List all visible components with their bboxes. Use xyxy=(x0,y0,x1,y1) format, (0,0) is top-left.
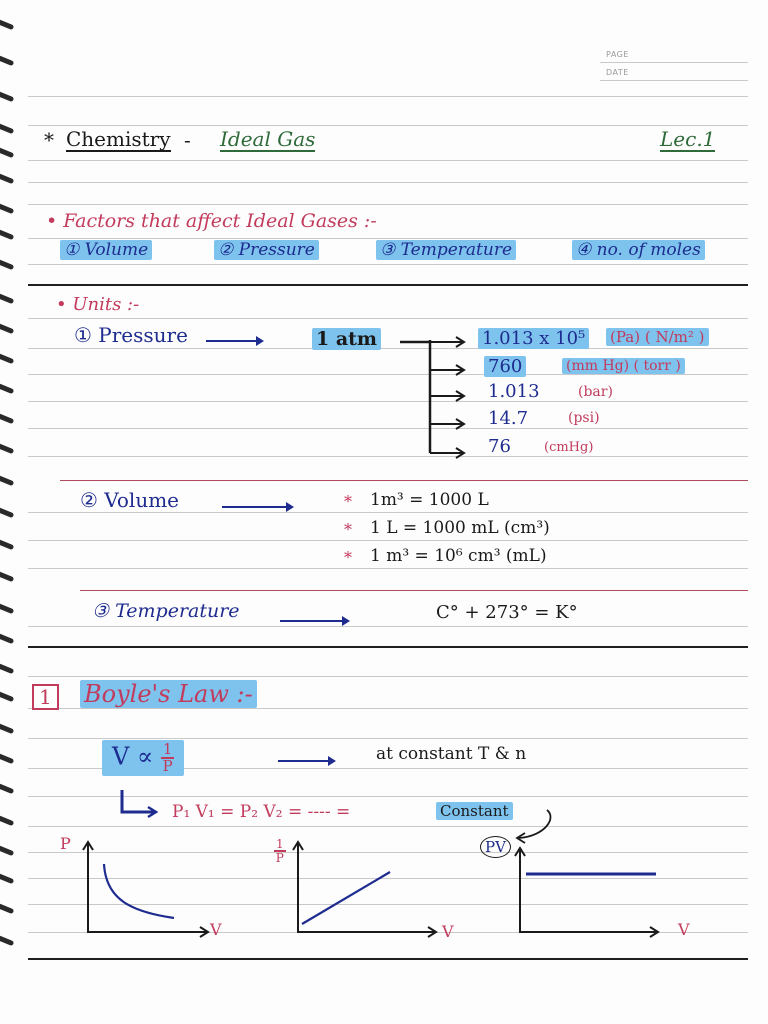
volume-line: 1 m³ = 10⁶ cm³ (mL) xyxy=(370,546,547,566)
lecture-label: Lec.1 xyxy=(660,127,716,151)
arrow-icon xyxy=(280,620,348,622)
star-bullet: * xyxy=(344,520,352,539)
spiral-binding xyxy=(0,0,22,1024)
boyle-title: Boyle's Law :- xyxy=(80,680,257,708)
factor-temperature: ③ Temperature xyxy=(376,240,516,260)
conversion-value: 76 xyxy=(488,436,511,457)
branch-arrows-icon xyxy=(400,330,480,460)
conversion-unit: (bar) xyxy=(578,384,613,400)
conversion-value: 1.013 xyxy=(488,381,540,402)
conversion-value: 760 xyxy=(484,356,526,377)
conversion-unit: (mm Hg) ( torr ) xyxy=(562,358,685,374)
volume-line: 1 L = 1000 mL (cm³) xyxy=(370,518,550,538)
linear-line xyxy=(302,872,390,924)
conversion-unit: (cmHg) xyxy=(544,440,594,455)
constant-label: Constant xyxy=(436,802,513,820)
graph3-y-label: PV xyxy=(480,836,511,858)
conversion-unit: (Pa) ( N/m² ) xyxy=(606,328,709,346)
volume-line: 1m³ = 1000 L xyxy=(370,490,489,510)
page-label: PAGE xyxy=(606,50,629,59)
section-divider xyxy=(28,284,748,286)
graph-pressure-vs-volume xyxy=(80,840,210,940)
proportion-left: V ∝ xyxy=(112,742,154,771)
graph2-y-label: $\frac{1}{P}$ xyxy=(275,837,284,865)
topic-title: Ideal Gas xyxy=(220,127,316,151)
arrow-icon xyxy=(278,760,334,762)
star-bullet: * xyxy=(344,492,352,511)
bullet-star: * xyxy=(44,128,54,152)
conversion-value: 14.7 xyxy=(488,408,529,429)
curved-arrow-icon xyxy=(505,808,555,846)
title-dash: - xyxy=(184,128,191,152)
proportion-expression xyxy=(102,740,184,776)
boyle-equation: P₁ V₁ = P₂ V₂ = ---- = xyxy=(172,802,351,822)
subject-title: Chemistry xyxy=(66,127,171,151)
factor-volume: ① Volume xyxy=(60,240,152,260)
conversion-value: 1.013 x 10⁵ xyxy=(478,328,589,349)
graph1-x-label: V xyxy=(210,920,222,939)
factors-heading: • Factors that affect Ideal Gases :- xyxy=(46,210,377,232)
law-number: 1 xyxy=(32,684,59,710)
date-label: DATE xyxy=(606,68,629,77)
pressure-base: 1 atm xyxy=(312,328,381,350)
section-divider xyxy=(60,480,748,481)
conversion-unit: (psi) xyxy=(568,410,600,426)
graph1-y-label: P xyxy=(60,834,71,853)
elbow-arrow-icon xyxy=(118,790,162,820)
factor-moles: ④ no. of moles xyxy=(572,240,705,260)
arrow-icon xyxy=(222,506,292,508)
graph3-x-label: V xyxy=(678,920,690,939)
temperature-formula: C° + 273° = K° xyxy=(436,602,578,623)
star-bullet: * xyxy=(344,548,352,567)
condition-text: at constant T & n xyxy=(376,744,527,764)
pressure-label: ① Pressure xyxy=(74,323,188,347)
section-divider xyxy=(80,590,748,591)
arrow-icon xyxy=(206,340,262,342)
section-divider xyxy=(28,646,748,648)
units-heading: • Units :- xyxy=(56,294,140,315)
fraction: $\frac{1}{P}$ xyxy=(162,740,173,775)
temperature-label: ③ Temperature xyxy=(92,600,240,622)
volume-label: ② Volume xyxy=(80,488,180,512)
factor-pressure: ② Pressure xyxy=(214,240,319,260)
graph-pv-vs-volume xyxy=(512,846,662,940)
graph-inverse-pressure-vs-volume xyxy=(290,840,440,940)
graph2-x-label: V xyxy=(442,922,454,941)
section-divider xyxy=(28,958,748,960)
hyperbola-curve xyxy=(104,864,174,918)
